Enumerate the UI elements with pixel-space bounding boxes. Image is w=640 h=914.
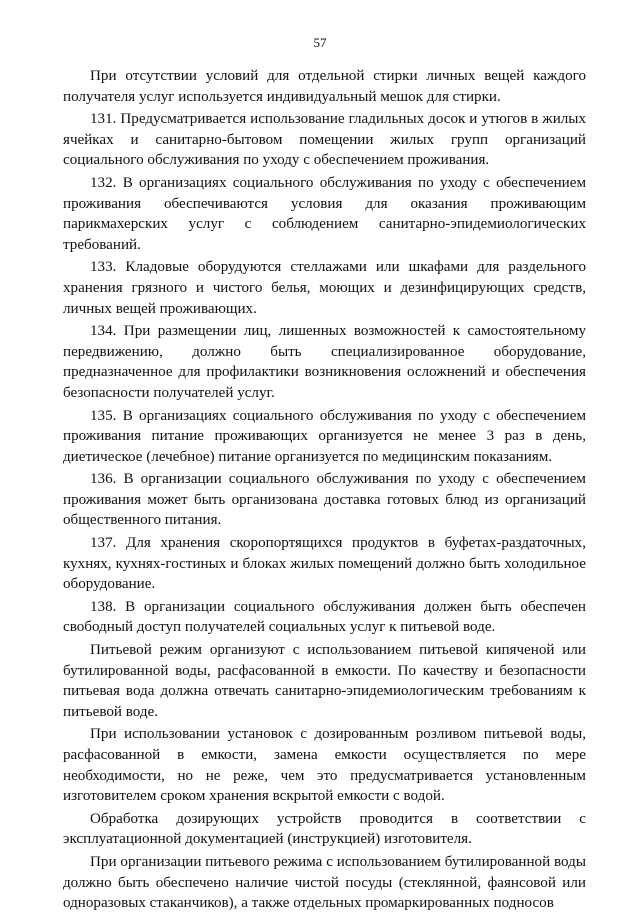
- paragraph-132: 132. В организациях социального обслуживания по уходу с обеспечением проживания обеспечиваются условия для оказания проживающим парикмахерских услуг с соблюдением санитарно-эпидемиологических требований.: [63, 174, 586, 253]
- paragraph-134: 134. При размещении лиц, лишенных возможностей к самостоятельному передвижению, должно быть специализированное оборудование, предназначенное для профилактики возникновения осложнений и обеспечения безопасности получателей услуг.: [63, 323, 586, 401]
- paragraph-drinking-regime: Питьевой режим организуют с использованием питьевой кипяченой или бутилированной воды, расфасованной в емкости. По качеству и безопасности питьевая вода должна отвечать санитарно-эпидемиологическим требованиям к питьевой воде.: [63, 642, 586, 720]
- paragraph-137: 137. Для хранения скоропортящихся продуктов в буфетах-раздаточных, кухнях, кухнях-гостиных и блоках жилых помещений должно быть холодильное оборудование.: [63, 535, 586, 593]
- paragraph-dispensers: При использовании установок с дозированным розливом питьевой воды, расфасованной в емкости, замена емкости осуществляется по мере необходимости, но не реже, чем это предусматривается установленным изготовителем сроком хранения вскрытой емкости с водой.: [63, 726, 586, 805]
- paragraph-131: 131. Предусматривается использование гладильных досок и утюгов в жилых ячейках и санитарно-бытовом помещении жилых групп организаций социального обслуживания по уходу с обеспечением проживания.: [63, 111, 586, 169]
- paragraph-dispenser-cleaning: Обработка дозирующих устройств проводится в соответствии с эксплуатационной документацией (инструкцией) изготовителя.: [63, 810, 586, 848]
- paragraph-135: 135. В организациях социального обслуживания по уходу с обеспечением проживания питание проживающих организуется не менее 3 раз в день, диетическое (лечебное) питание организуется по медицинским показаниям.: [63, 407, 586, 465]
- document-body: [63, 66, 586, 914]
- page-number: 57: [313, 35, 327, 50]
- paragraph-133: 133. Кладовые оборудуются стеллажами или шкафами для раздельного хранения грязного и чистого белья, моющих и дезинфицирующих средств, личных вещей проживающих.: [63, 259, 586, 317]
- paragraph-bottled-water: При организации питьевого режима с использованием бутилированной воды должно быть обеспечено наличие чистой посуды (стеклянной, фаянсовой или одноразовых стаканчиков), а также отдельных промаркированных подносов: [63, 853, 586, 912]
- paragraph-136: 136. В организации социального обслуживания по уходу с обеспечением проживания может быть организована доставка готовых блюд из организаций общественного питания.: [63, 471, 586, 529]
- paragraph-138: 138. В организации социального обслуживания должен быть обеспечен свободный доступ получателей социальных услуг к питьевой воде.: [63, 598, 586, 636]
- paragraph-laundry-bag: При отсутствии условий для отдельной стирки личных вещей каждого получателя услуг используется индивидуальный мешок для стирки.: [63, 68, 586, 105]
